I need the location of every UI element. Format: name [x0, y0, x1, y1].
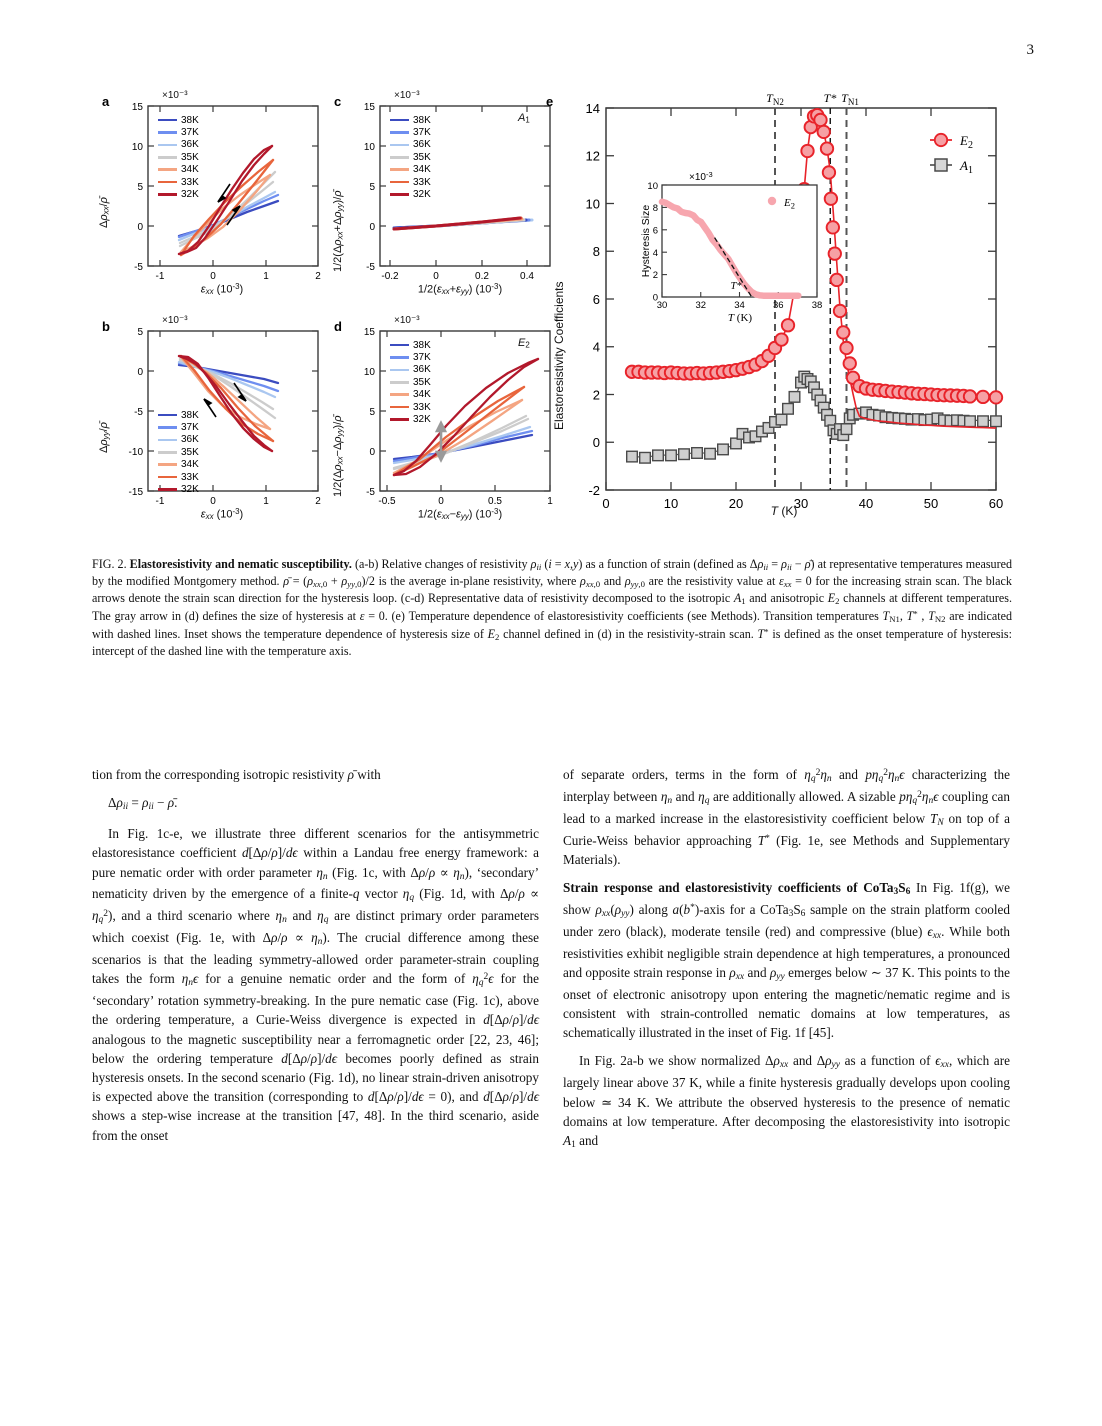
- svg-text:15: 15: [131, 102, 143, 113]
- display-math: $\Delta\rho_{ii} = \rho_{ii}$ − ρ̄.: [108, 795, 178, 813]
- paragraph: Strain response and elastoresistivity coefficients of $CoTa_3S_6$ In Fig. 1f(g), we show $\rho_{xx}(\rho_{yy})$ along a(b*)-axis for a $CoTa_3S_6$ sample on the strain platform cooled under zero (black), moderate tensile (red) and compressive (blue) $\epsilon_{xx}$. While both resistivities exhibit negligible strain dependence at high temperatures, a pronounced and opposite strain response in $\rho_{xx}$ and $\rho_{yy}$ emerges below ∼ 37 K. This points to the onset of electronic anisotropy upon entering the magnetic/nematic regime and is consistent with strain-controlled nematic domains at low temperatures, as schematically illustrated in the inset of Fig. 1f [45].: [563, 880, 1010, 1041]
- legend-item: 36K: [158, 434, 199, 446]
- legend-swatch-35k: [390, 156, 409, 159]
- svg-text:Hysteresis Size: Hysteresis Size: [640, 204, 652, 278]
- svg-text:5: 5: [369, 182, 375, 193]
- data-point-e2: [782, 319, 794, 331]
- data-point-e2: [825, 193, 837, 205]
- svg-text:0: 0: [137, 222, 143, 233]
- legend-swatch-35k: [158, 451, 177, 454]
- data-point-e2: [827, 221, 839, 233]
- svg-text:10: 10: [663, 496, 679, 511]
- panel-a-label: a: [102, 94, 110, 109]
- panel-a-plot: [92, 80, 342, 305]
- panel-b-xlabel: $\varepsilon_{xx}$ $(10^{-3})$: [200, 507, 244, 522]
- paragraph: In Fig. 2a-b we show normalized $\Delta\rho_{xx}$ and $\Delta\rho_{yy}$ as a function of $\epsilon_{xx}$, which are largely linear above 37 K, while a finite hysteresis gradually develops upon cooling below ≃ 34 K. We attribute the observed hysteresis to the presence of nematic domains at low temperature. After decomposing the elastoresistivity into isotropic $A_1$ and: [563, 1053, 1010, 1151]
- legend-item: 37K: [158, 126, 199, 138]
- panel-b-legend: [158, 409, 199, 496]
- panel-d-exponent: ×10⁻³: [394, 315, 420, 326]
- data-point-e2: [964, 390, 976, 402]
- panel-e-xlabel: T (K): [770, 504, 798, 518]
- legend-swatch-38k: [158, 119, 177, 122]
- legend-swatch-35k: [158, 156, 177, 159]
- data-point-e2: [775, 333, 787, 345]
- data-point-a1: [841, 424, 852, 435]
- panel-d-channel: $E_2$: [518, 337, 530, 350]
- svg-text:1: 1: [263, 271, 269, 282]
- data-point-a1: [991, 416, 1002, 427]
- svg-text:2: 2: [315, 496, 321, 507]
- svg-text:T*: T*: [730, 281, 742, 292]
- legend-item: 33K: [390, 176, 431, 188]
- data-point-a1: [692, 448, 703, 459]
- data-point-e2: [818, 126, 830, 138]
- svg-text:×10-3: $\times 10^{-3}$: [689, 170, 713, 183]
- legend-item: 32K: [390, 188, 431, 200]
- svg-text:0: 0: [433, 271, 439, 282]
- panel-c-channel: $A_1$: [518, 112, 530, 125]
- data-point-a1: [978, 416, 989, 427]
- svg-text:40: 40: [858, 496, 874, 511]
- svg-text:T*: T*: [823, 91, 837, 105]
- svg-text:1: 1: [263, 496, 269, 507]
- legend-swatch-33k: [158, 476, 177, 479]
- svg-text:60: 60: [988, 496, 1004, 511]
- svg-text:-5: -5: [366, 262, 375, 273]
- svg-text:10: 10: [647, 181, 658, 192]
- svg-text:15: 15: [363, 102, 375, 113]
- svg-text:5: 5: [137, 182, 143, 193]
- svg-text:12: 12: [585, 148, 600, 164]
- legend-swatch-38k: [390, 119, 409, 122]
- legend-item: 34K: [158, 459, 199, 471]
- legend-item: 38K: [390, 114, 431, 126]
- svg-text:-10: -10: [128, 447, 143, 458]
- legend-item: 33K: [158, 176, 199, 188]
- svg-text:E2: $E_2$: [784, 197, 795, 211]
- svg-text:10: 10: [585, 196, 600, 212]
- svg-text:0: 0: [438, 496, 444, 507]
- panel-c-label: c: [334, 94, 342, 109]
- svg-text:2: 2: [592, 387, 600, 403]
- legend-swatch-38k: [158, 414, 177, 417]
- panel-e-plot: [544, 80, 1012, 530]
- legend-item: 35K: [158, 151, 199, 163]
- svg-text:0: 0: [369, 447, 375, 458]
- legend-swatch-33k: [158, 181, 177, 184]
- data-point-a1: [640, 452, 651, 463]
- panel-a: [92, 80, 342, 305]
- legend-swatch-37k: [158, 426, 177, 429]
- svg-text:6: 6: [592, 292, 600, 307]
- data-point-e2: [837, 326, 849, 338]
- svg-text:0: 0: [369, 222, 375, 233]
- legend-item: 37K: [390, 351, 431, 363]
- svg-text:34: 34: [734, 300, 745, 311]
- panel-a-exponent: ×10⁻³: [162, 90, 188, 101]
- data-point-e2: [801, 145, 813, 157]
- svg-text:30: 30: [793, 496, 809, 511]
- data-point-a1: [666, 450, 677, 461]
- paragraph: of separate orders, terms in the form of $\eta_q^2\eta_n$ and $p\eta_q^2\eta_n\epsilon$ characterizing the interplay between $\eta_n$ and $\eta_q$ are additionally allowed. A sizable $p\eta_q^2\eta_n\epsilon$ coupling can lead to a marked increase in the elastoresistivity coefficient below $T_N$ on top of a Curie-Weiss behavior approaching T* (Fig. 1e, see Methods and Supplementary Materials).: [563, 767, 1010, 867]
- data-point-a1: [965, 416, 976, 427]
- legend-swatch-36k: [390, 144, 409, 147]
- legend-swatch-38k: [390, 344, 409, 347]
- svg-text:0.2: 0.2: [475, 271, 489, 282]
- data-point-a1: [627, 451, 638, 462]
- svg-text:4: 4: [652, 247, 658, 259]
- panel-b-exponent: ×10⁻³: [162, 315, 188, 326]
- svg-text:-1: -1: [155, 271, 165, 282]
- panel-a-legend: [158, 114, 199, 201]
- legend-swatch-34k: [390, 393, 409, 396]
- svg-text:8: 8: [592, 244, 600, 260]
- svg-text:32: 32: [695, 300, 707, 311]
- legend-item: 38K: [390, 339, 431, 351]
- data-point-a1: [653, 450, 664, 461]
- legend-swatch-34k: [390, 168, 409, 171]
- legend-swatch-36k: [390, 369, 409, 372]
- svg-text:36: 36: [772, 300, 784, 311]
- legend-swatch-34k: [158, 168, 177, 171]
- data-point-a1: [789, 392, 800, 403]
- data-point-a1: [679, 449, 690, 460]
- svg-text:-5: -5: [366, 487, 375, 498]
- svg-text:-5: -5: [134, 262, 143, 273]
- svg-text:-15: -15: [128, 487, 143, 498]
- svg-text:10: 10: [363, 142, 375, 153]
- svg-text:A1: $A_1$: [960, 158, 973, 176]
- svg-text:0: 0: [210, 271, 216, 282]
- svg-text:-0.2: -0.2: [381, 271, 399, 282]
- svg-text:0: 0: [602, 496, 610, 511]
- panel-e-inset: [640, 170, 822, 324]
- legend-item: 34K: [158, 164, 199, 176]
- svg-text:6: 6: [652, 225, 658, 237]
- legend-item: 36K: [158, 139, 199, 151]
- legend-swatch-33k: [390, 181, 409, 184]
- panel-c-xlabel: $1/2(\varepsilon_{xx}+\varepsilon_{yy})$ $(10^{-3})$: [417, 282, 503, 297]
- svg-text:10: 10: [131, 142, 143, 153]
- page-number: 3: [1026, 42, 1034, 58]
- panel-e-ylabel: Elastoresistivity Coefficients: [552, 281, 566, 430]
- legend-swatch-37k: [390, 131, 409, 134]
- panel-e: [544, 80, 1012, 530]
- svg-text:30: 30: [656, 300, 668, 311]
- panel-a-xlabel: $\varepsilon_{xx}$ $(10^{-3})$: [200, 282, 244, 297]
- figure-caption: [92, 556, 1012, 660]
- legend-item: 34K: [390, 164, 431, 176]
- legend-swatch-34k: [158, 463, 177, 466]
- panel-d-xlabel: $1/2(\varepsilon_{xx}-\varepsilon_{yy})$ $(10^{-3})$: [417, 507, 503, 522]
- svg-text:-1: -1: [155, 496, 165, 507]
- legend-item: 37K: [158, 421, 199, 433]
- data-point-e2: [977, 391, 989, 403]
- caption-figure-label: FIG. 2.: [92, 557, 127, 571]
- data-point-e2: [814, 114, 826, 126]
- legend-item: 32K: [390, 413, 431, 425]
- data-point-a1: [718, 444, 729, 455]
- panel-d-ylabel: $1/2(\Delta\rho_{xx}-\Delta\rho_{yy})/\rhō$: [332, 415, 345, 497]
- data-point-a1: [783, 404, 794, 415]
- svg-text:4: 4: [592, 339, 600, 355]
- svg-text:-0.5: -0.5: [378, 496, 396, 507]
- svg-text:0: 0: [652, 292, 658, 304]
- legend-swatch-37k: [158, 131, 177, 134]
- legend-swatch-35k: [390, 381, 409, 384]
- legend-item: 35K: [158, 446, 199, 458]
- legend-swatch-32k: [158, 488, 177, 491]
- run-in-heading: Strain response and elastoresistivity coefficients of $CoTa_3S_6$: [563, 880, 911, 898]
- panel-e-legend: [930, 133, 973, 176]
- panel-d-label: d: [334, 319, 342, 334]
- svg-text:1: 1: [547, 496, 553, 507]
- svg-text:5: 5: [369, 407, 375, 418]
- legend-swatch-36k: [158, 144, 177, 147]
- panel-d-legend: [390, 339, 431, 426]
- paragraph: tion from the corresponding isotropic resistivity ρ̄ with: [92, 767, 381, 782]
- legend-item: 36K: [390, 364, 431, 376]
- legend-swatch-37k: [390, 356, 409, 359]
- svg-text:20: 20: [728, 496, 744, 511]
- svg-text:2: 2: [315, 271, 321, 282]
- data-point-e2: [990, 391, 1002, 403]
- legend-swatch-36k: [158, 439, 177, 442]
- figure-2: [92, 80, 1012, 550]
- svg-text:38: 38: [811, 300, 823, 311]
- legend-item: 38K: [158, 114, 199, 126]
- legend-item: 36K: [390, 139, 431, 151]
- body-right-column: [563, 765, 1010, 1153]
- data-point-e2: [831, 274, 843, 286]
- svg-text:TN1: $T_{N1}$: [841, 91, 859, 107]
- legend-item: 35K: [390, 151, 431, 163]
- legend-item: 33K: [158, 471, 199, 483]
- data-point-e2: [844, 357, 856, 369]
- data-point-e2: [821, 142, 833, 154]
- svg-text:5: 5: [137, 327, 143, 338]
- panel-a-ylabel: $\Delta\rho_{xx}/\rhō$: [98, 197, 111, 228]
- panel-c-ylabel: $1/2(\Delta\rho_{xx}+\Delta\rho_{yy})/\rhō$: [332, 190, 345, 272]
- panel-b: [92, 305, 342, 530]
- panel-c-legend: [390, 114, 431, 201]
- data-point-a1: [776, 414, 787, 425]
- svg-text:E2: $E_2$: [960, 133, 973, 151]
- svg-text:TN2: $T_{N2}$: [766, 91, 784, 107]
- data-point-a1: [705, 448, 716, 459]
- legend-item: 34K: [390, 389, 431, 401]
- panel-b-ylabel: $\Delta\rho_{yy}/\rhō$: [98, 422, 111, 453]
- svg-text:0.4: 0.4: [520, 271, 534, 282]
- data-point-e2: [840, 342, 852, 354]
- data-point-e2: [829, 247, 841, 259]
- legend-swatch-32k: [158, 193, 177, 196]
- svg-text:T (K): T (K): [727, 312, 753, 324]
- panel-c-exponent: ×10⁻³: [394, 90, 420, 101]
- legend-swatch-32k: [390, 193, 409, 196]
- svg-text:-5: -5: [134, 407, 143, 418]
- panel-e-label: e: [546, 94, 554, 109]
- svg-text:50: 50: [923, 496, 939, 511]
- svg-text:-2: -2: [588, 483, 600, 498]
- legend-item: 38K: [158, 409, 199, 421]
- panel-b-label: b: [102, 319, 110, 334]
- svg-text:15: 15: [363, 327, 375, 338]
- svg-text:0: 0: [592, 435, 600, 451]
- legend-item: 32K: [158, 188, 199, 200]
- svg-text:0: 0: [210, 496, 216, 507]
- svg-text:0: 0: [137, 367, 143, 378]
- legend-swatch-32k: [390, 418, 409, 421]
- svg-text:2: 2: [652, 270, 658, 282]
- legend-item: 37K: [390, 126, 431, 138]
- caption-title: Elastoresistivity and nematic susceptibility.: [129, 557, 352, 571]
- svg-text:0.5: 0.5: [488, 496, 502, 507]
- legend-item: 32K: [158, 483, 199, 495]
- body-left-column: [92, 765, 539, 1145]
- legend-item: 33K: [390, 401, 431, 413]
- svg-text:8: 8: [652, 203, 658, 214]
- data-point-e2: [823, 166, 835, 178]
- legend-swatch-33k: [390, 406, 409, 409]
- panel-b-plot: [92, 305, 342, 530]
- legend-item: 35K: [390, 376, 431, 388]
- caption-body: (a-b) Relative changes of resistivity $\rho_{ii}$ (i = x,y) as a function of strain (defined as $\Delta\rho_{ii} = \rho_{ii}$ − ρ̄) at representative temperatures measured by the modified Montgomery method. ρ̄ = $(\rho_{xx,0} + \rho_{yy,0})/2$ is the average in-plane resistivity, where $\rho_{xx,0}$ and $\rho_{yy,0}$ are the resistivity value at $\varepsilon_{xx} = 0$ for the increasing strain scan. The black arrows denote the strain scan direction for the hysteresis loop. (c-d) Representative data of resistivity decomposed to the isotropic $A_1$ and anisotropic $E_2$ channels at different temperatures. The gray arrow in (d) defines the size of hysteresis at ε = 0. (e) Temperature dependence of elastoresistivity coefficients (see Methods). Transition temperatures $T_{N1}$, T* , $T_{N2}$ are indicated with dashed lines. Inset shows the temperature dependence of hysteresis size of $E_2$ channel defined in (d) in the resistivity-strain scan. T* is defined as the onset temperature of hysteresis: intercept of the dashed line with the temperature axis.: [92, 557, 1013, 658]
- data-point-e2: [834, 305, 846, 317]
- svg-text:14: 14: [585, 101, 600, 116]
- paragraph: In Fig. 1c-e, we illustrate three different scenarios for the antisymmetric elastoresistance coefficient d[Δρ/ρ]/dϵ within a Landau free energy framework: a pure nematic order with order parameter $\eta_n$ (Fig. 1c, with $\Delta\rho/\rho \propto \eta_n$), ‘secondary’ nematicity driven by the emergence of a finite-q vector $\eta_q$ (Fig. 1d, with $\Delta\rho/\rho \propto \eta_q^2$), and a third scenario where $\eta_n$ and $\eta_q$ are distinct primary order parameters which coexist (Fig. 1e, with $\Delta\rho/\rho \propto \eta_n$). The crucial difference among these scenarios is that the leading symmetry-allowed order parameter-strain coupling takes the form $\eta_n\epsilon$ for a genuine nematic order and the form of $\eta_q^2\epsilon$ for the ‘secondary’ rotation symmetry-breaking. In the pure nematic case (Fig. 1c), above the ordering temperature, a Curie-Weiss divergence is expected in d[Δρ/ρ]/dϵ analogous to the magnetic susceptibility near a ferromagnetic order [22, 23, 46]; below the ordering temperature d[Δρ/ρ]/dϵ becomes poorly defined as strain hysteresis onsets. In the second scenario (Fig. 1d), no linear strain-driven anisotropy is expected above the transition (corresponding to d[Δρ/ρ]/dϵ = 0), and d[Δρ/ρ]/dϵ shows a step-wise increase at the transition [47, 48]. In the third scenario, aside from the onset: [92, 826, 540, 1143]
- svg-text:10: 10: [363, 367, 375, 378]
